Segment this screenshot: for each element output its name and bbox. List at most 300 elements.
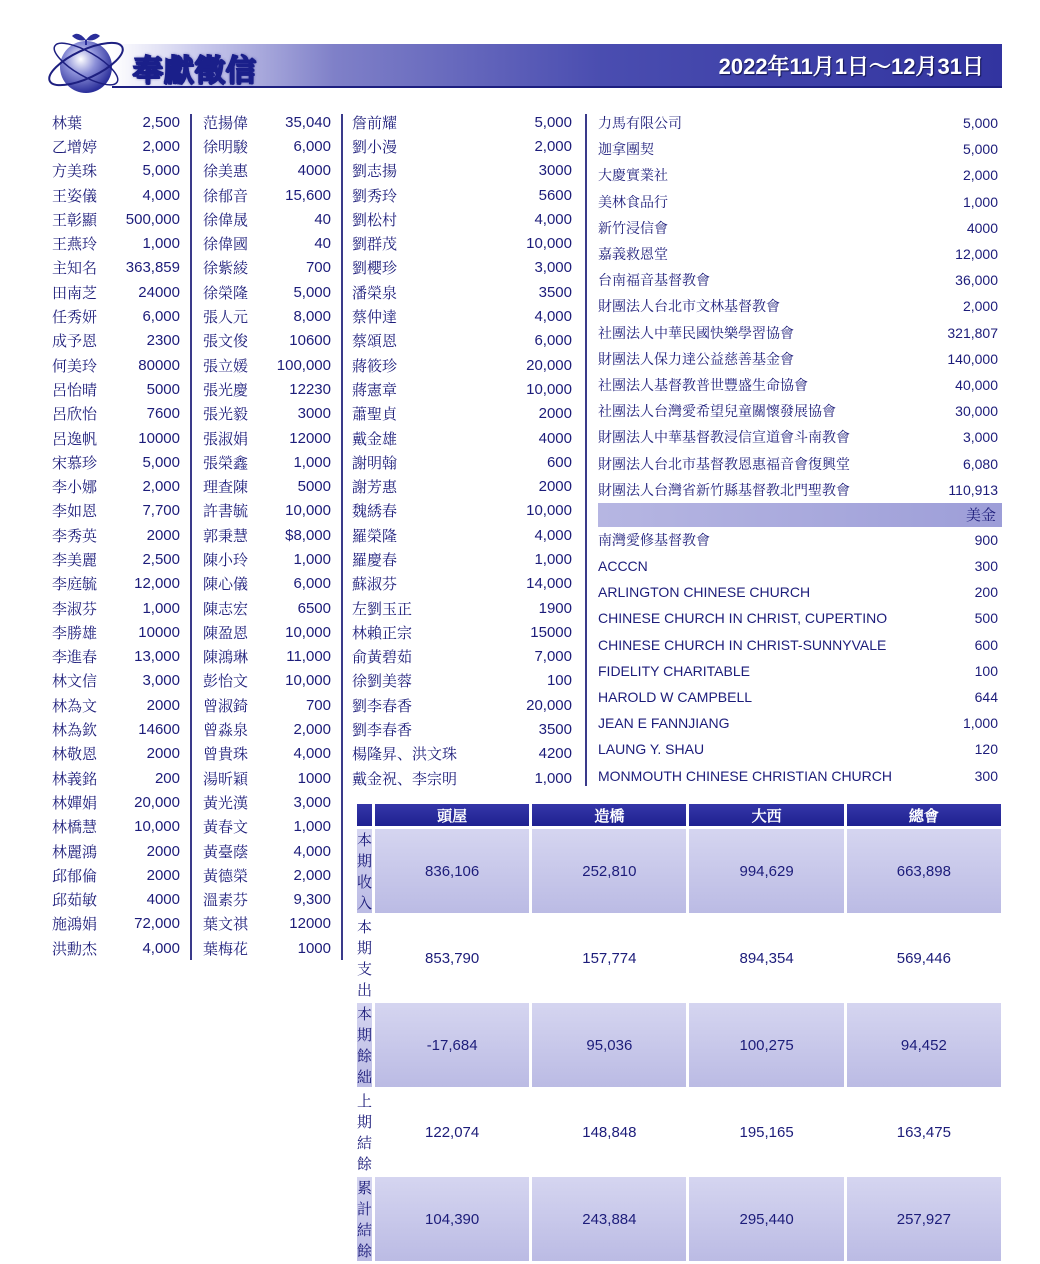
donor-name: 郭秉慧 [203, 527, 249, 545]
list-item [203, 620, 331, 644]
summary-header-zaoqiao: 造橋 [532, 804, 686, 826]
donation-amount: 500 [974, 610, 998, 627]
donor-name: 何美玲 [52, 357, 98, 375]
donor-name: 林賴正宗 [352, 624, 413, 642]
donation-amount: 1,000 [534, 550, 572, 568]
donor-name: 張文俊 [203, 333, 249, 351]
summary-cell: 836,106 [375, 829, 529, 913]
list-item [52, 620, 180, 644]
list-item [203, 693, 331, 717]
donor-name: 林麗鴻 [52, 843, 98, 861]
list-item [203, 839, 331, 863]
donor-name: 俞黃碧茹 [352, 649, 413, 667]
list-item [203, 256, 331, 280]
donation-amount: 12000 [289, 429, 331, 447]
donation-amount: 72,000 [134, 915, 180, 933]
donation-amount: 10000 [138, 429, 180, 447]
donor-name: 迦拿團契 [598, 141, 654, 158]
list-item [203, 523, 331, 547]
donor-name: 王彰顯 [52, 211, 98, 229]
list-item [52, 256, 180, 280]
list-item [598, 215, 998, 241]
list-item [203, 159, 331, 183]
donation-amount: 1,000 [293, 818, 331, 836]
donation-amount: 5000 [146, 380, 180, 398]
donor-name: 葉梅花 [203, 940, 249, 958]
donation-amount: 14600 [138, 721, 180, 739]
donation-amount: 6,000 [142, 308, 180, 326]
list-item [52, 183, 180, 207]
donor-name: 財團法人中華基督教浸信宣道會斗南教會 [598, 429, 850, 446]
donation-amount: 3,000 [142, 672, 180, 690]
list-item [352, 523, 572, 547]
donor-name: 劉櫻珍 [352, 260, 398, 278]
donation-amount: 9,300 [293, 891, 331, 909]
donor-name: 左劉玉正 [352, 600, 413, 618]
list-item [52, 766, 180, 790]
donation-amount: 100 [546, 672, 572, 690]
list-item [352, 645, 572, 669]
list-item [203, 450, 331, 474]
list-item [52, 304, 180, 328]
donation-amount: 6,000 [534, 332, 572, 350]
donor-name: 曾淼泉 [203, 722, 249, 740]
summary-cell: 94,452 [847, 1003, 1001, 1087]
donation-amount: 100 [974, 662, 998, 679]
donation-amount: 500,000 [125, 210, 180, 228]
list-item [203, 426, 331, 450]
donation-amount: 35,040 [285, 113, 331, 131]
donor-name: 嘉義救恩堂 [598, 246, 668, 263]
summary-row [357, 829, 1001, 913]
list-item [352, 693, 572, 717]
donation-amount: 10,000 [285, 623, 331, 641]
donation-amount: 4,000 [142, 939, 180, 957]
donation-amount: 2,000 [534, 137, 572, 155]
donation-amount: 200 [974, 584, 998, 601]
list-item [203, 474, 331, 498]
donor-name: 南灣愛修基督教會 [598, 531, 710, 548]
donor-name: 主知名 [52, 260, 98, 278]
donor-name: 羅慶春 [352, 551, 398, 569]
summary-header-touwu: 頭屋 [375, 804, 529, 826]
list-item [352, 256, 572, 280]
donor-name: 劉李春香 [352, 722, 413, 740]
donor-name: 林為欽 [52, 722, 98, 740]
usd-list [598, 527, 998, 789]
donation-amount: 13,000 [134, 648, 180, 666]
donation-amount: 11,000 [286, 648, 331, 666]
donor-name: MONMOUTH CHINESE CHRISTIAN CHURCH [598, 767, 892, 784]
summary-row-label: 上期結餘 [357, 1093, 373, 1173]
donation-amount: 2000 [146, 842, 180, 860]
donor-name: ACCCN [598, 558, 648, 575]
donation-amount: 2300 [146, 332, 180, 350]
list-item [598, 136, 998, 162]
list-item [203, 499, 331, 523]
summary-row-label: 本期支出 [357, 919, 373, 999]
donor-name: LAUNG Y. SHAU [598, 741, 705, 758]
donation-amount: 10,000 [285, 502, 331, 520]
summary-cell: 157,774 [582, 949, 637, 967]
donation-amount: 120 [974, 741, 998, 758]
list-item [352, 766, 572, 790]
donor-name: 財團法人保力達公益慈善基金會 [598, 350, 794, 367]
donation-amount: 2,000 [293, 866, 331, 884]
donation-amount: 2000 [146, 526, 180, 544]
list-item [598, 605, 998, 631]
donor-column-1 [52, 110, 180, 960]
donor-name: 李進春 [52, 649, 98, 667]
donor-name: 邱郁倫 [52, 867, 98, 885]
donation-amount: 363,859 [125, 259, 180, 277]
summary-header-daxi: 大西 [689, 804, 843, 826]
donor-name: 徐紫綾 [203, 260, 249, 278]
summary-row [357, 1177, 1001, 1261]
donation-amount: 3500 [538, 283, 572, 301]
donation-amount: 5,000 [534, 113, 572, 131]
donation-amount: 40 [314, 235, 331, 253]
summary-cell: 195,165 [739, 1123, 794, 1141]
donation-amount: 4,000 [534, 308, 572, 326]
donor-name: 蔡仲達 [352, 309, 398, 327]
donation-amount: 2000 [538, 478, 572, 496]
donor-name: 乙增婷 [52, 138, 98, 156]
donation-amount: 10000 [138, 623, 180, 641]
donor-name: 呂怡晴 [52, 381, 98, 399]
list-item [203, 572, 331, 596]
donor-name: 徐美惠 [203, 163, 249, 181]
donation-amount: 1,000 [293, 453, 331, 471]
list-item [203, 183, 331, 207]
summary-header-total: 總會 [847, 804, 1001, 826]
list-item [52, 474, 180, 498]
list-item [203, 110, 331, 134]
list-item [203, 766, 331, 790]
list-item [598, 632, 998, 658]
donation-amount: 80000 [138, 356, 180, 374]
summary-cell: 95,036 [532, 1003, 686, 1087]
donor-name: 王姿儀 [52, 187, 98, 205]
list-item [598, 763, 998, 789]
donation-amount: 1000 [297, 939, 331, 957]
list-item [203, 304, 331, 328]
donor-name: 大慶實業社 [598, 167, 668, 184]
list-item [52, 159, 180, 183]
list-item [598, 684, 998, 710]
list-item [203, 329, 331, 353]
donation-amount: 5,000 [142, 453, 180, 471]
summary-row-label: 本期餘絀 [357, 1003, 372, 1087]
date-range: 2022年11月1日～12月31日 [718, 54, 984, 79]
list-item [352, 353, 572, 377]
list-item [352, 207, 572, 231]
summary-row [357, 1090, 1001, 1174]
donation-amount: 2,500 [142, 113, 180, 131]
donor-name: 徐偉晟 [203, 211, 249, 229]
donor-name: 張光毅 [203, 406, 249, 424]
donor-name: 方美珠 [52, 163, 98, 181]
list-item [203, 742, 331, 766]
list-item [52, 547, 180, 571]
donation-amount: 6,080 [962, 455, 998, 472]
list-item [52, 426, 180, 450]
list-item [352, 402, 572, 426]
donation-amount: 7,000 [534, 648, 572, 666]
list-item [203, 669, 331, 693]
donation-amount: 4,000 [293, 842, 331, 860]
donation-amount: 1,000 [534, 769, 572, 787]
donor-name: 林敬恩 [52, 746, 98, 764]
donor-name: FIDELITY CHARITABLE [598, 662, 750, 679]
donor-name: 美林食品行 [598, 193, 668, 210]
donation-amount: 10,000 [134, 818, 180, 836]
list-item [352, 450, 572, 474]
list-item [52, 912, 180, 936]
donation-amount: 700 [305, 259, 331, 277]
donation-amount: 30,000 [955, 403, 998, 420]
donor-name: JEAN E FANNJIANG [598, 715, 730, 732]
donor-name: 蔣筱珍 [352, 357, 398, 375]
summary-table [354, 801, 1004, 1264]
donor-name: 李勝雄 [52, 624, 98, 642]
summary-header-blank [357, 804, 372, 826]
donor-name: 劉志揚 [352, 163, 398, 181]
donor-name: 理查陳 [203, 479, 249, 497]
list-item [203, 790, 331, 814]
donation-amount: 2,000 [962, 298, 998, 315]
donation-amount: 321,807 [947, 324, 998, 341]
list-item [352, 231, 572, 255]
donor-name: 社團法人基督教普世豐盛生命協會 [598, 376, 808, 393]
donation-amount: 1000 [297, 769, 331, 787]
donation-amount: 1900 [538, 599, 572, 617]
donor-name: 徐榮隆 [203, 284, 249, 302]
donor-name: 成予恩 [52, 333, 98, 351]
donor-name: 宋慕珍 [52, 454, 98, 472]
donation-amount: $8,000 [285, 526, 331, 544]
column-divider [341, 114, 343, 960]
donation-amount: 6,000 [293, 137, 331, 155]
column-divider [190, 114, 192, 960]
donation-amount: 200 [154, 769, 180, 787]
donor-name: 徐偉國 [203, 236, 249, 254]
list-item [52, 353, 180, 377]
donation-amount: 1,000 [142, 599, 180, 617]
list-item [203, 547, 331, 571]
list-item [352, 620, 572, 644]
summary-row-label: 累計結餘 [357, 1177, 372, 1261]
donor-name: 田南芝 [52, 284, 98, 302]
list-item [352, 377, 572, 401]
list-item [52, 645, 180, 669]
donor-name: 張榮鑫 [203, 454, 249, 472]
summary-cell: 894,354 [739, 949, 794, 967]
donation-amount: 12,000 [955, 246, 998, 263]
list-item [52, 572, 180, 596]
donation-amount: 4000 [146, 891, 180, 909]
list-item [598, 553, 998, 579]
donation-amount: 4,000 [534, 526, 572, 544]
summary-cell: 994,629 [689, 829, 843, 913]
summary-cell: 100,275 [689, 1003, 843, 1087]
list-item [352, 499, 572, 523]
list-item [598, 372, 998, 398]
donor-name: 曾淑錡 [203, 697, 249, 715]
list-item [52, 888, 180, 912]
donor-name: 陳心儀 [203, 576, 249, 594]
donation-amount: 644 [974, 689, 998, 706]
donor-name: CHINESE CHURCH IN CHRIST, CUPERTINO [598, 610, 888, 627]
list-item [352, 183, 572, 207]
donor-name: 劉群茂 [352, 236, 398, 254]
donor-name: 蔡頌恩 [352, 333, 398, 351]
summary-row [357, 916, 1001, 1000]
donor-column-3 [352, 110, 572, 790]
donor-name: 謝芳惠 [352, 479, 398, 497]
list-item [52, 742, 180, 766]
donation-amount: 4,000 [142, 186, 180, 204]
list-item [598, 110, 998, 136]
list-item [598, 267, 998, 293]
donor-name: 范揚偉 [203, 114, 249, 132]
donation-amount: 1,000 [962, 715, 998, 732]
list-item [203, 645, 331, 669]
list-item [52, 669, 180, 693]
globe-logo-icon [40, 12, 132, 104]
list-item [203, 815, 331, 839]
list-item [52, 207, 180, 231]
donation-amount: 20,000 [526, 356, 572, 374]
list-item [598, 241, 998, 267]
donor-name: 黃春文 [203, 819, 249, 837]
list-item [352, 547, 572, 571]
summary-cell: 122,074 [425, 1123, 480, 1141]
list-item [203, 231, 331, 255]
list-item [203, 863, 331, 887]
donation-amount: 4,000 [534, 210, 572, 228]
donation-amount: 3,000 [962, 429, 998, 446]
donor-name: 劉松村 [352, 211, 398, 229]
donor-name: 徐郁音 [203, 187, 249, 205]
donation-amount: 20,000 [526, 696, 572, 714]
donation-amount: 10,000 [526, 502, 572, 520]
list-item [52, 280, 180, 304]
list-item [598, 424, 998, 450]
donation-amount: 15000 [530, 623, 572, 641]
donor-name: 戴金雄 [352, 430, 398, 448]
donor-name: 洪勳杰 [52, 940, 98, 958]
summary-cell: 163,475 [896, 1123, 951, 1141]
donation-amount: 12230 [289, 380, 331, 398]
donor-name: 林義銘 [52, 770, 98, 788]
donor-name: 楊隆昇、洪文珠 [352, 746, 458, 764]
summary-row-label: 本期收入 [357, 829, 372, 913]
summary-cell: -17,684 [375, 1003, 529, 1087]
page-title: 奉獻徵信 [133, 55, 257, 88]
summary-cell: 252,810 [532, 829, 686, 913]
summary-row [357, 1003, 1001, 1087]
list-item [598, 162, 998, 188]
donor-name: 蕭聖貞 [352, 406, 398, 424]
list-item [52, 402, 180, 426]
donor-name: 羅榮隆 [352, 527, 398, 545]
donation-amount: 12,000 [134, 575, 180, 593]
donation-amount: 15,600 [285, 186, 331, 204]
donor-name: 李淑芬 [52, 600, 98, 618]
donor-name: 財團法人台北市文林基督教會 [598, 298, 780, 315]
summary-cell: 148,848 [582, 1123, 637, 1141]
donor-name: 李小娜 [52, 479, 98, 497]
list-item [52, 231, 180, 255]
donation-amount: 5,000 [293, 283, 331, 301]
donor-name: 謝明翰 [352, 454, 398, 472]
usd-label: 美金 [965, 507, 996, 525]
list-item [598, 320, 998, 346]
donation-amount: 10,000 [526, 235, 572, 253]
donor-name: 呂欣怡 [52, 406, 98, 424]
organization-list [598, 110, 998, 503]
list-item [52, 717, 180, 741]
donor-name: 任秀妍 [52, 309, 98, 327]
donor-name: ARLINGTON CHINESE CHURCH [598, 584, 811, 601]
summary-cell: 257,927 [847, 1177, 1001, 1261]
donation-amount: 110,913 [948, 481, 998, 498]
donor-name: 張淑娟 [203, 430, 249, 448]
list-item [352, 110, 572, 134]
donation-amount: 600 [974, 636, 998, 653]
donor-name: 李美麗 [52, 551, 98, 569]
donation-amount: 2,000 [293, 721, 331, 739]
donation-amount: 40,000 [955, 376, 998, 393]
donor-name: CHINESE CHURCH IN CHRIST-SUNNYVALE [598, 636, 887, 653]
list-item [352, 742, 572, 766]
list-item [352, 134, 572, 158]
list-item [203, 353, 331, 377]
donation-amount: 100,000 [276, 356, 331, 374]
donation-amount: 5000 [297, 478, 331, 496]
donation-amount: 1,000 [293, 550, 331, 568]
list-item [352, 669, 572, 693]
donor-name: 林為文 [52, 697, 98, 715]
donation-amount: 10,000 [285, 672, 331, 690]
donation-amount: 8,000 [293, 308, 331, 326]
organization-column [598, 110, 998, 789]
list-item [203, 936, 331, 960]
donation-amount: 20,000 [134, 793, 180, 811]
donation-amount: 3500 [538, 721, 572, 739]
donation-amount: 4200 [538, 745, 572, 763]
list-item [52, 110, 180, 134]
donor-name: 蔣憲章 [352, 381, 398, 399]
donation-amount: 5,000 [142, 162, 180, 180]
donor-name: 葉文祺 [203, 916, 249, 934]
donor-name: 財團法人台北市基督教恩惠福音會復興堂 [598, 455, 850, 472]
donation-amount: 10600 [289, 332, 331, 350]
list-item [52, 936, 180, 960]
donation-amount: 7600 [146, 405, 180, 423]
list-item [52, 839, 180, 863]
list-item [352, 474, 572, 498]
donor-name: 戴金祝、李宗明 [352, 770, 458, 788]
donation-amount: 5600 [538, 186, 572, 204]
donation-amount: 5,000 [962, 115, 998, 132]
list-item [52, 450, 180, 474]
list-item [352, 280, 572, 304]
donation-amount: 2000 [146, 745, 180, 763]
donation-amount: 6500 [297, 599, 331, 617]
donation-amount: 10,000 [526, 380, 572, 398]
